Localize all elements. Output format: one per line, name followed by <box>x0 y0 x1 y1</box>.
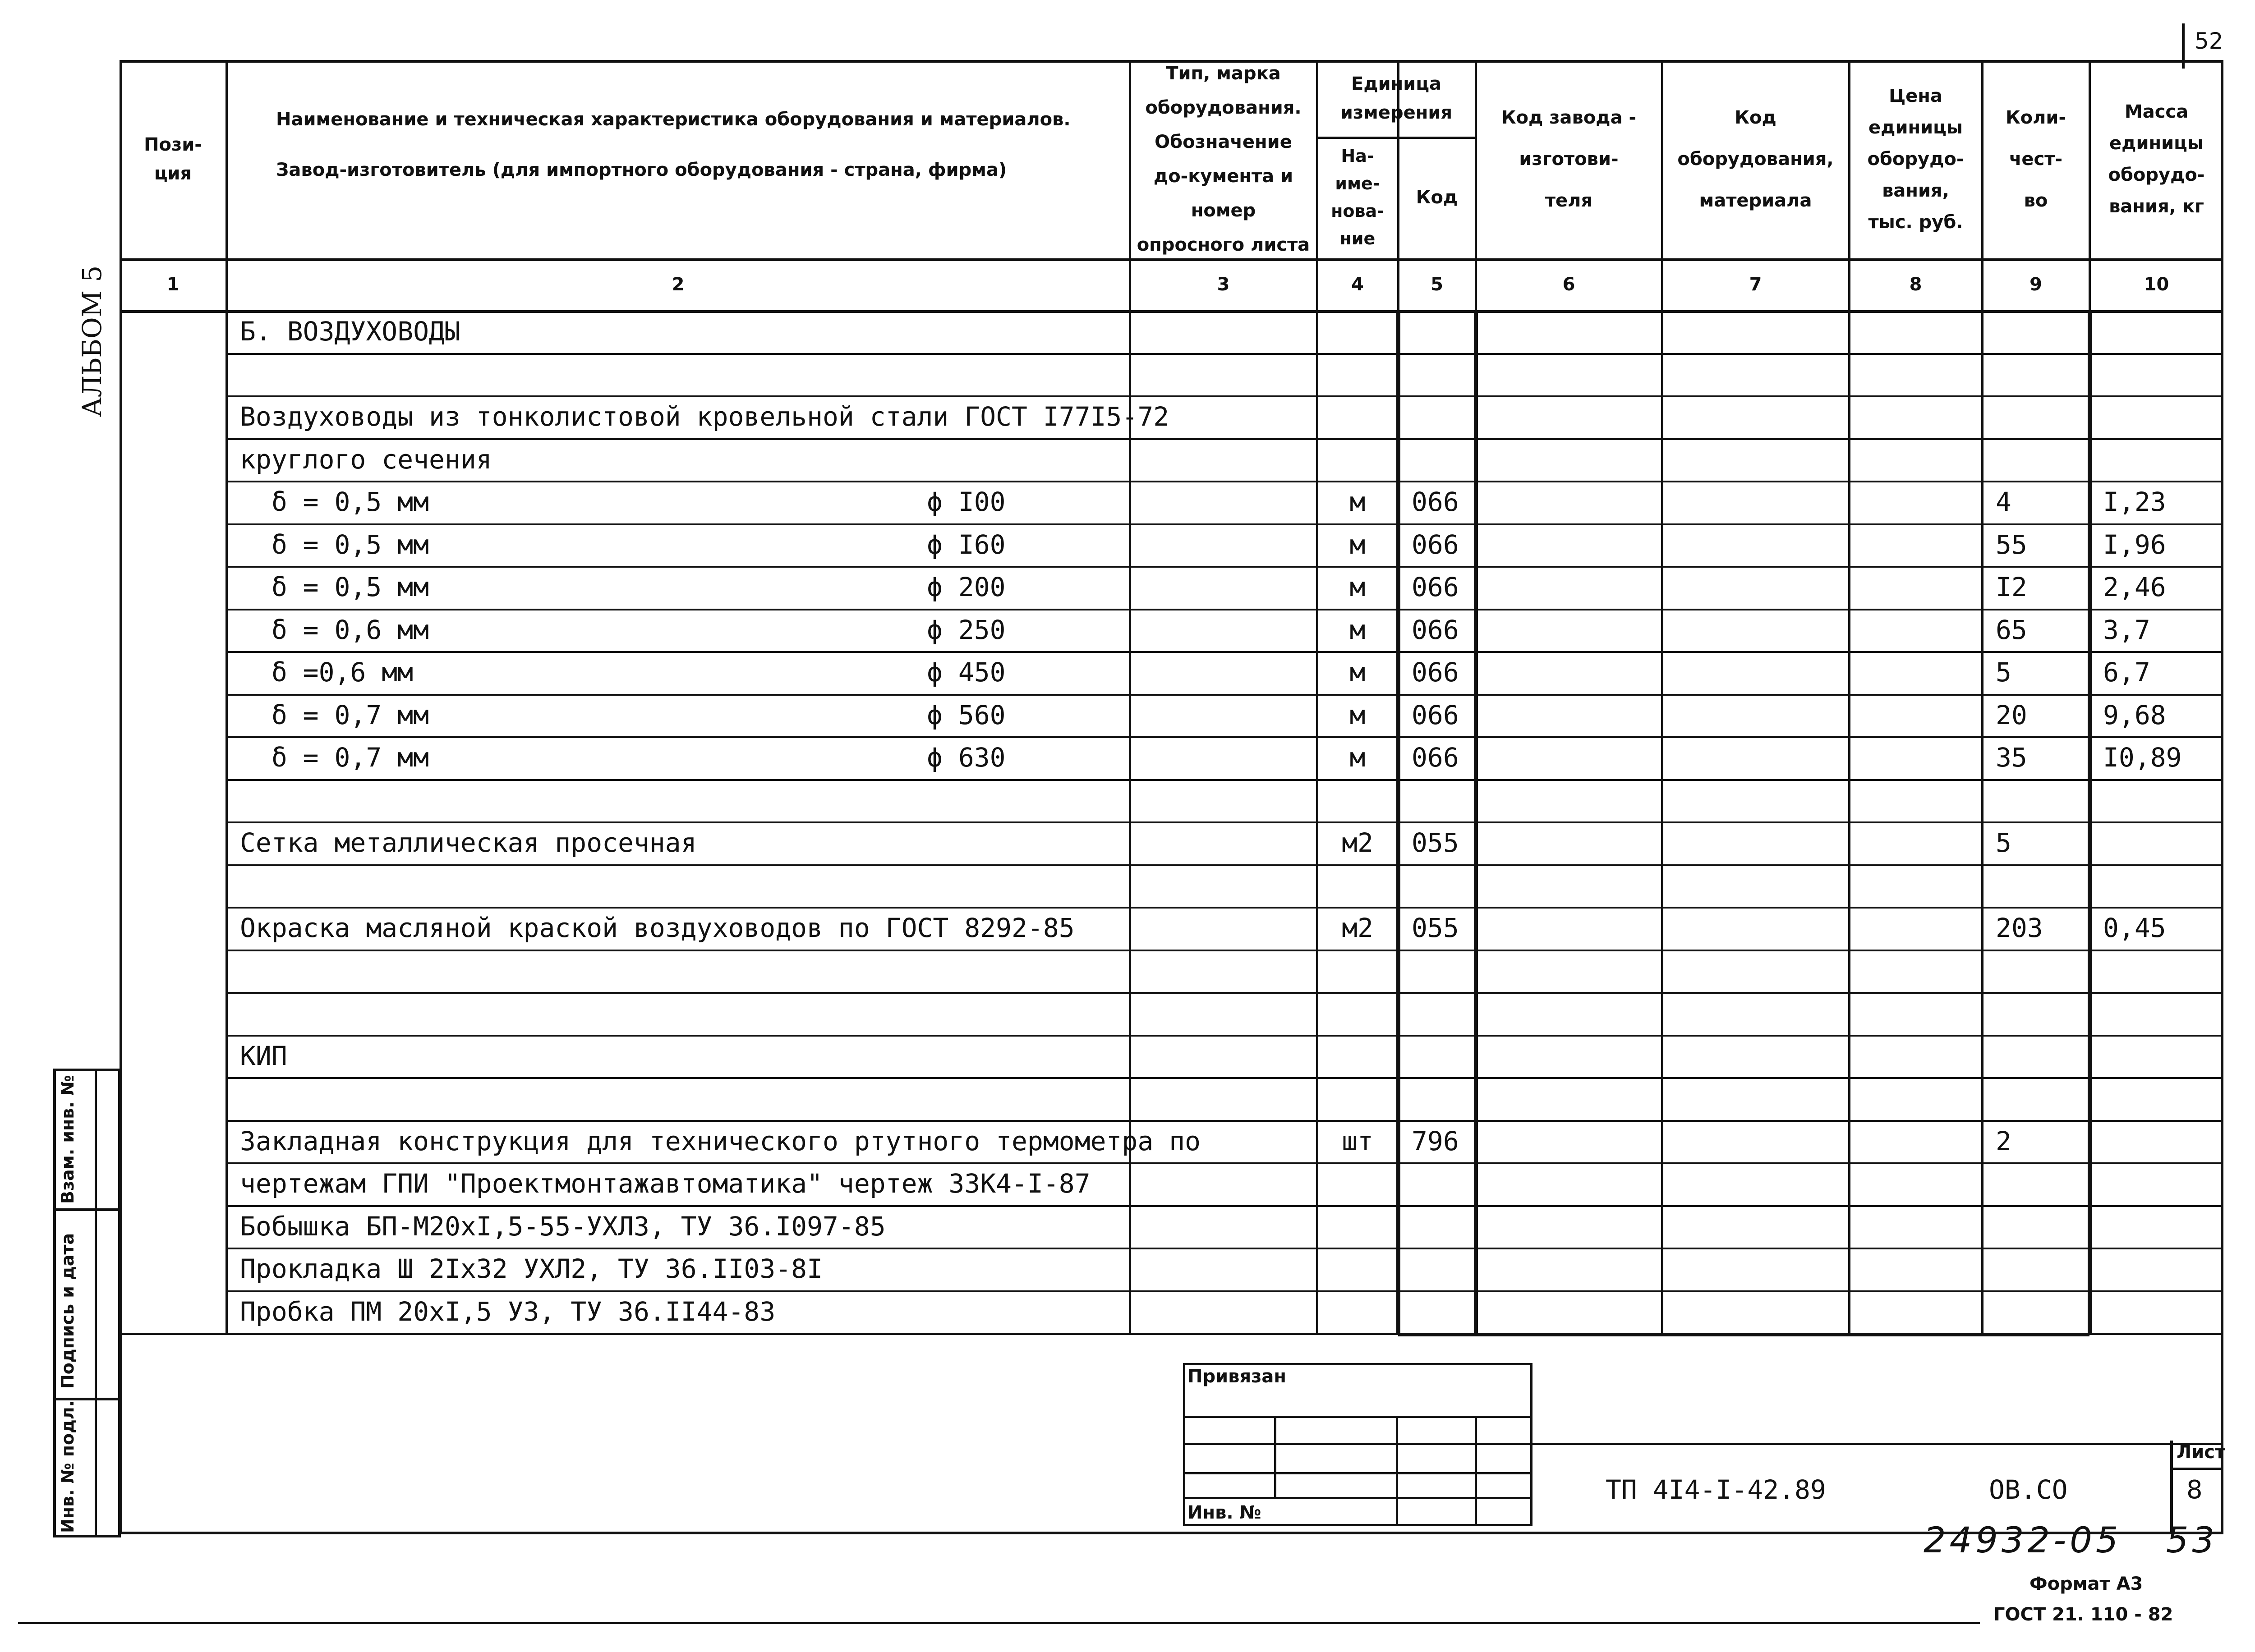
row-quantity: 2 <box>1996 1125 2011 1156</box>
column-number: 3 <box>1217 274 1230 295</box>
table-row <box>120 1077 2223 1120</box>
row-mass: 0,45 <box>2103 913 2166 944</box>
header-position: Пози- ция <box>144 134 202 184</box>
column-number: 8 <box>1909 274 1922 295</box>
row-quantity <box>1982 1205 2089 1248</box>
row-diameter <box>913 1248 1130 1290</box>
row-unit <box>1317 1248 1398 1290</box>
table-row <box>120 694 2223 737</box>
row-unit-code: 066 <box>1412 657 1459 688</box>
row-quantity <box>1982 779 2089 822</box>
row-mass: I,96 <box>2103 529 2166 560</box>
row-quantity: 4 <box>1996 486 2011 518</box>
row-name: Сетка металлическая просечная <box>240 827 697 858</box>
row-name: δ = 0,5 мм <box>240 572 429 603</box>
row-name: δ =0,6 мм <box>240 657 414 688</box>
row-unit: м <box>1349 614 1366 645</box>
table-row <box>120 566 2223 609</box>
row-quantity: 20 <box>1996 699 2027 730</box>
row-quantity: 5 <box>1996 657 2011 688</box>
stamp-doc-code: ТП 4I4-I-42.89 <box>1606 1474 1826 1505</box>
row-unit: м2 <box>1342 827 1373 858</box>
row-name: δ = 0,7 мм <box>240 742 429 773</box>
row-unit: м <box>1349 742 1366 773</box>
row-quantity <box>1982 1162 2089 1205</box>
row-diameter: ϕ I60 <box>927 529 1006 560</box>
row-unit <box>1317 779 1398 822</box>
row-quantity <box>1982 1290 2089 1333</box>
row-mass: 9,68 <box>2103 699 2166 730</box>
row-unit-code <box>1398 864 1476 907</box>
row-mass <box>2089 779 2223 822</box>
row-diameter <box>913 1205 1130 1248</box>
column-number: 9 <box>2030 274 2042 295</box>
row-mass <box>2089 1205 2223 1248</box>
row-mass <box>2089 1248 2223 1290</box>
row-diameter <box>913 353 1130 396</box>
row-diameter <box>913 1077 1130 1120</box>
row-quantity: 35 <box>1996 742 2027 773</box>
table-row <box>120 864 2223 907</box>
column-number: 1 <box>166 274 179 295</box>
row-unit: м2 <box>1342 913 1373 944</box>
row-name: круглого сечения <box>240 444 492 475</box>
row-unit <box>1317 950 1398 992</box>
table-row <box>120 523 2223 566</box>
row-name: Б. ВОЗДУХОВОДЫ <box>240 316 460 347</box>
row-diameter <box>913 395 1130 438</box>
row-unit <box>1317 864 1398 907</box>
header-equipment-code: Код оборудования, материала <box>1677 107 1840 211</box>
stamp-privyazan-label: Привязан <box>1187 1366 1287 1387</box>
gost-label: ГОСТ 21. 110 - 82 <box>1993 1604 2173 1625</box>
header-factory-code: Код завода - изготови-теля <box>1501 107 1643 211</box>
row-unit-code: 055 <box>1412 827 1459 858</box>
row-unit <box>1317 1290 1398 1333</box>
row-diameter <box>913 821 1130 864</box>
row-diameter: ϕ 560 <box>927 699 1006 730</box>
stamp-list-number: 8 <box>2186 1475 2203 1505</box>
row-unit <box>1317 1205 1398 1248</box>
row-diameter <box>913 1120 1130 1163</box>
row-unit <box>1317 1077 1398 1120</box>
row-quantity <box>1982 1248 2089 1290</box>
row-unit-code: 066 <box>1412 529 1459 560</box>
row-name: Бобышка БП-М20хI,5-55-УХЛ3, ТУ 36.I097-85 <box>240 1211 886 1242</box>
row-quantity <box>1982 395 2089 438</box>
row-unit <box>1317 438 1398 481</box>
table-row <box>120 651 2223 694</box>
row-mass <box>2089 438 2223 481</box>
table-row <box>120 438 2223 481</box>
row-unit-code <box>1398 353 1476 396</box>
row-unit-code <box>1398 1290 1476 1333</box>
row-diameter <box>913 950 1130 992</box>
row-unit <box>1317 992 1398 1035</box>
table-row <box>120 736 2223 779</box>
handwritten-number: 24932-05 53 <box>1924 1520 2218 1561</box>
table-row <box>120 481 2223 523</box>
row-diameter <box>913 1035 1130 1078</box>
row-mass <box>2089 1077 2223 1120</box>
row-unit-code: 066 <box>1412 572 1459 603</box>
row-diameter <box>913 1162 1130 1205</box>
column-number: 5 <box>1431 274 1443 295</box>
header-quantity: Коли-чест-во <box>2005 107 2066 211</box>
row-mass <box>2089 1120 2223 1163</box>
row-quantity <box>1982 1077 2089 1120</box>
row-unit: м <box>1349 699 1366 730</box>
row-name: δ = 0,5 мм <box>240 486 429 518</box>
row-diameter: ϕ I00 <box>927 486 1006 518</box>
row-name: δ = 0,6 мм <box>240 614 429 645</box>
row-name: δ = 0,7 мм <box>240 699 429 730</box>
row-quantity: 5 <box>1996 827 2011 858</box>
table-row <box>120 1162 2223 1205</box>
album-label: АЛЬБОМ 5 <box>77 265 107 417</box>
row-diameter <box>913 310 1130 353</box>
header-unit-code: Код <box>1416 187 1458 208</box>
row-mass <box>2089 950 2223 992</box>
table-row <box>120 779 2223 822</box>
row-quantity <box>1982 353 2089 396</box>
row-name: Окраска масляной краской воздуховодов по ГОСТ 8292-85 <box>240 913 1075 944</box>
row-diameter <box>913 992 1130 1035</box>
row-unit <box>1317 353 1398 396</box>
row-name: Воздуховоды из тонколистовой кровельной стали ГОСТ I77I5-72 <box>240 401 1169 432</box>
row-mass <box>2089 1290 2223 1333</box>
row-unit: м <box>1349 657 1366 688</box>
row-mass: I0,89 <box>2103 742 2182 773</box>
row-unit-code: 796 <box>1412 1125 1459 1156</box>
row-unit-code: 066 <box>1412 699 1459 730</box>
row-mass: 6,7 <box>2103 657 2150 688</box>
row-unit-code <box>1398 1205 1476 1248</box>
row-mass <box>2089 353 2223 396</box>
row-name: δ = 0,5 мм <box>240 529 429 560</box>
row-mass <box>2089 1162 2223 1205</box>
row-quantity: 55 <box>1996 529 2027 560</box>
sheet-number-top: 52 <box>2195 28 2223 54</box>
side-label-podpis: Подпись и дата <box>58 1233 78 1389</box>
row-mass <box>2089 821 2223 864</box>
row-quantity <box>1982 1035 2089 1078</box>
header-name: Наименование и техническая характеристика оборудования и материалов. Завод-изготовитель (для импортного оборудования - страна, фирма) <box>276 109 1071 180</box>
table-row <box>120 992 2223 1035</box>
row-unit-code <box>1398 1035 1476 1078</box>
table-row <box>120 1290 2223 1333</box>
row-diameter: ϕ 200 <box>927 572 1006 603</box>
row-unit <box>1317 395 1398 438</box>
format-label: Формат А3 <box>2030 1574 2143 1594</box>
row-unit-code <box>1398 438 1476 481</box>
table-row <box>120 821 2223 864</box>
column-number: 7 <box>1749 274 1762 295</box>
row-unit-code <box>1398 950 1476 992</box>
row-unit: м <box>1349 572 1366 603</box>
row-unit-code: 055 <box>1412 913 1459 944</box>
column-number: 2 <box>672 274 685 295</box>
row-unit-code <box>1398 1248 1476 1290</box>
row-unit-code: 066 <box>1412 486 1459 518</box>
row-mass: 2,46 <box>2103 572 2166 603</box>
row-mass: I,23 <box>2103 486 2166 518</box>
side-label-inv-podl: Инв. № подл. <box>58 1400 78 1533</box>
row-unit-code <box>1398 779 1476 822</box>
stamp-mark: ОВ.СО <box>1989 1474 2068 1505</box>
row-unit-code: 066 <box>1412 742 1459 773</box>
table-row <box>120 310 2223 353</box>
column-number: 10 <box>2144 274 2169 295</box>
header-price: Цена единицы оборудо-вания, тыс. руб. <box>1867 86 1969 233</box>
row-mass <box>2089 310 2223 353</box>
table-row <box>120 1120 2223 1163</box>
row-unit-code: 066 <box>1412 614 1459 645</box>
row-quantity <box>1982 950 2089 992</box>
row-diameter: ϕ 630 <box>927 742 1006 773</box>
row-mass <box>2089 395 2223 438</box>
row-quantity <box>1982 438 2089 481</box>
row-name: Пробка ПМ 20хI,5 У3, ТУ 36.II44-83 <box>240 1296 776 1327</box>
row-quantity: I2 <box>1996 572 2027 603</box>
row-unit-code <box>1398 992 1476 1035</box>
row-diameter <box>913 438 1130 481</box>
table-row <box>120 1035 2223 1078</box>
header-unit-group: Единица измерения <box>1340 73 1453 123</box>
row-diameter: ϕ 250 <box>927 614 1006 645</box>
table-row <box>120 950 2223 992</box>
row-name: Прокладка Ш 2Iх32 УХЛ2, ТУ 36.II03-8I <box>240 1253 823 1285</box>
table-row <box>120 907 2223 950</box>
row-unit: м <box>1349 486 1366 518</box>
row-mass <box>2089 1035 2223 1078</box>
specification-table <box>120 60 2223 1345</box>
row-mass <box>2089 864 2223 907</box>
table-row <box>120 1248 2223 1290</box>
column-number: 6 <box>1562 274 1575 295</box>
row-unit <box>1317 1162 1398 1205</box>
row-unit-code <box>1398 1162 1476 1205</box>
table-row <box>120 1205 2223 1248</box>
table-row <box>120 609 2223 652</box>
header-mass: Масса единицы оборудо-вания, кг <box>2108 101 2210 217</box>
row-diameter <box>913 779 1130 822</box>
row-quantity <box>1982 864 2089 907</box>
header-type: Тип, марка оборудования. Обозначение до-кумента и номер опросного листа <box>1137 63 1310 255</box>
side-label-vzam: Взам. инв. № <box>58 1075 78 1204</box>
row-quantity: 65 <box>1996 614 2027 645</box>
table-row <box>120 353 2223 396</box>
row-unit-code <box>1398 310 1476 353</box>
row-name: Закладная конструкция для технического ртутного термометра по <box>240 1125 1201 1156</box>
stamp-inv-no-label: Инв. № <box>1187 1502 1261 1523</box>
row-name: КИП <box>240 1040 287 1071</box>
row-unit <box>1317 310 1398 353</box>
header-unit-name: На-име-нова-ние <box>1331 146 1384 248</box>
stamp-list-label: Лист <box>2177 1442 2226 1463</box>
row-name: чертежам ГПИ "Проектмонтажавтоматика" чертеж 33К4-I-87 <box>240 1168 1091 1199</box>
row-quantity: 203 <box>1996 913 2043 944</box>
row-diameter <box>913 907 1130 950</box>
row-quantity <box>1982 310 2089 353</box>
row-diameter <box>913 864 1130 907</box>
row-mass <box>2089 992 2223 1035</box>
row-diameter <box>913 1290 1130 1333</box>
row-unit: м <box>1349 529 1366 560</box>
table-row <box>120 395 2223 438</box>
row-unit <box>1317 1035 1398 1078</box>
column-number: 4 <box>1351 274 1364 295</box>
row-mass: 3,7 <box>2103 614 2150 645</box>
row-unit: шт <box>1342 1125 1373 1156</box>
row-unit-code <box>1398 1077 1476 1120</box>
row-diameter: ϕ 450 <box>927 657 1006 688</box>
row-quantity <box>1982 992 2089 1035</box>
row-unit-code <box>1398 395 1476 438</box>
